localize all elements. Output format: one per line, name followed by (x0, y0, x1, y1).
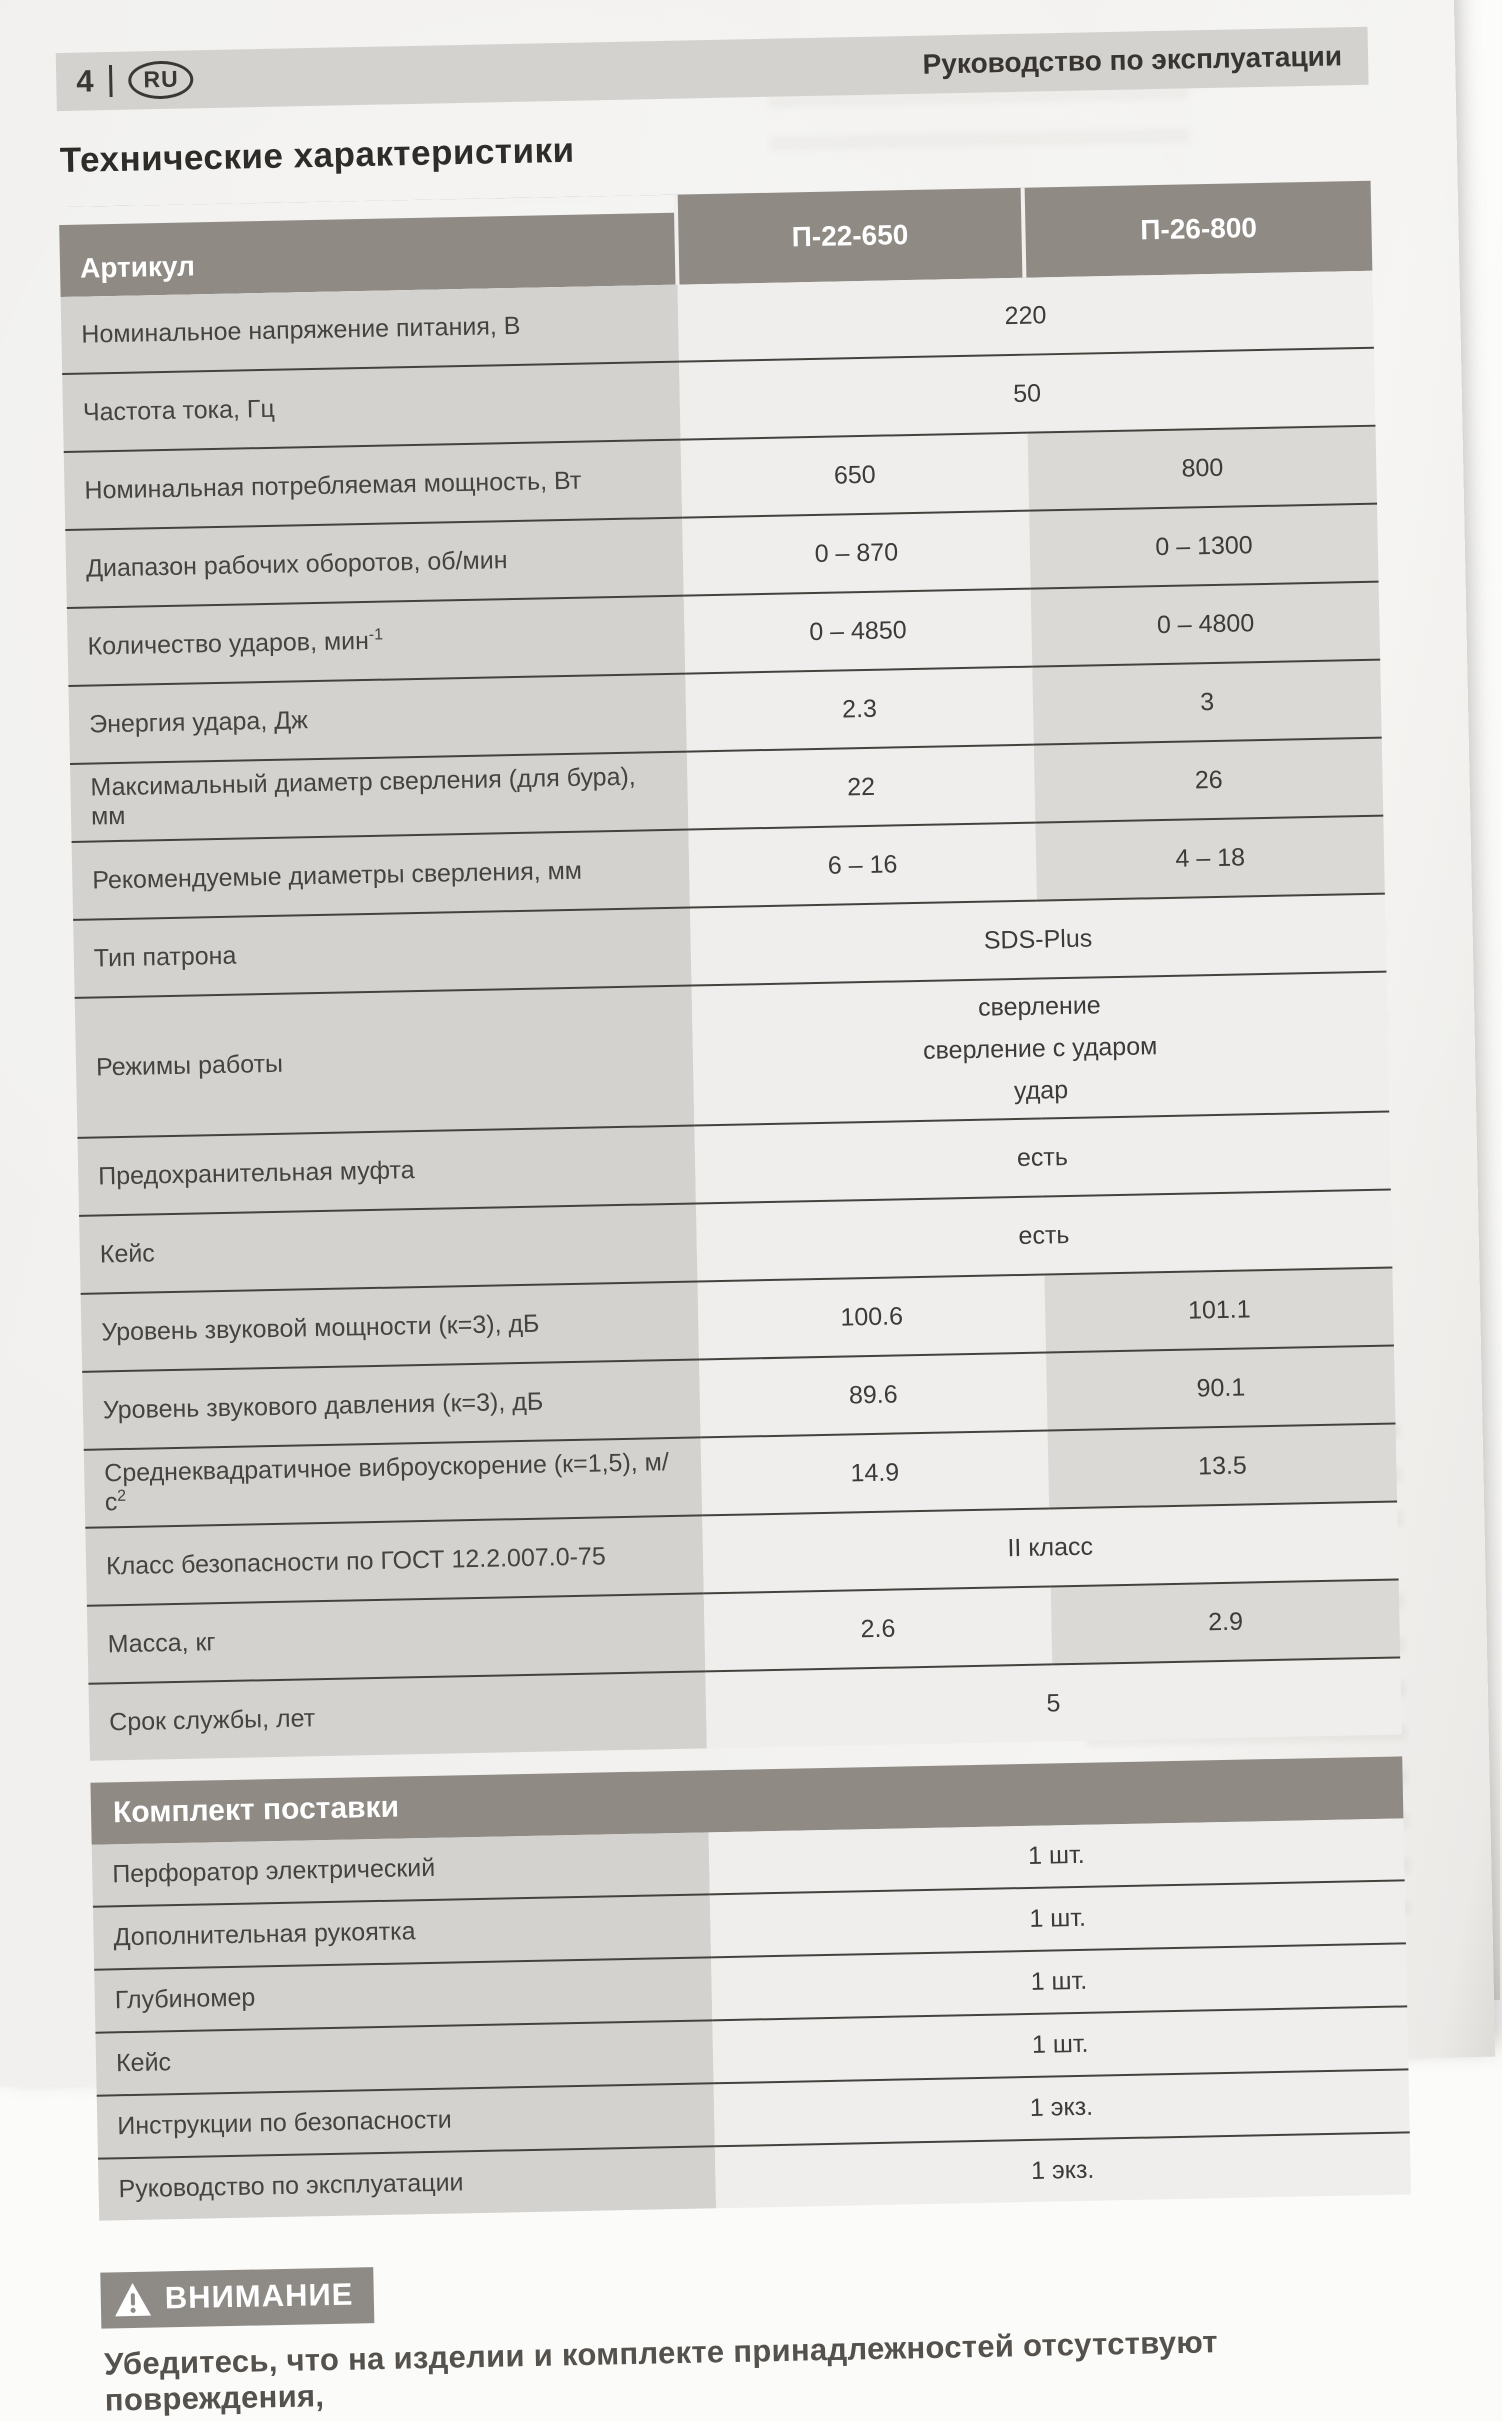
warning-text: Убедитесь, что на изделии и комплекте принадлежностей отсутствуют повреждения, (103, 2324, 1219, 2418)
spec-value-model-2: 26 (1034, 738, 1383, 823)
package-item-quantity: 1 шт. (712, 2006, 1408, 2083)
spec-value-model-2: 2.9 (1051, 1579, 1400, 1664)
warning-triangle-icon (114, 2282, 151, 2316)
page-number-group (76, 60, 194, 100)
specs-table (59, 181, 1402, 1761)
spec-value-both-models: 220 (677, 271, 1374, 362)
warning-badge-label: ВНИМАНИЕ (164, 2276, 354, 2316)
package-item-label: Кейс (95, 2020, 713, 2095)
package-item-quantity: 1 экз. (713, 2069, 1409, 2146)
package-item-quantity: 1 шт. (711, 1943, 1407, 2020)
spec-value-model-1: 14.9 (700, 1430, 1049, 1515)
spec-label: Предохранительная муфта (77, 1126, 695, 1216)
spec-value-both-models: 50 (679, 348, 1376, 440)
spec-value-model-2: 800 (1028, 426, 1377, 511)
package-table-body (92, 1818, 1411, 2220)
spec-value-model-2: 101.1 (1045, 1268, 1394, 1353)
specs-header-article: Артикул (59, 195, 677, 297)
package-item-label: Руководство по эксплуатации (98, 2146, 716, 2220)
specs-header-model-2: П-26-800 (1023, 181, 1372, 278)
spec-label: Количество ударов, мин$^{-1}$ (67, 596, 685, 686)
spec-value-both-models: есть (694, 1112, 1391, 1204)
spec-label: Уровень звукового давления (к=3), дБ (82, 1359, 700, 1449)
page-number: 4 (75, 63, 94, 99)
manual-title: Руководство по эксплуатации (922, 40, 1343, 80)
spec-value-model-1: 0 – 870 (682, 511, 1031, 596)
page-header-band (56, 27, 1369, 111)
spec-value-model-1: 22 (686, 745, 1035, 830)
spec-value-model-1: 2.6 (703, 1586, 1052, 1671)
spec-label: Режимы работы (75, 986, 694, 1138)
package-item-label: Инструкции по безопасности (97, 2083, 715, 2158)
spec-value-model-1: 6 – 16 (688, 823, 1037, 908)
spec-label: Номинальная потребляемая мощность, Вт (64, 440, 682, 530)
package-item-quantity: 1 шт. (708, 1818, 1404, 1894)
spec-label: Срок службы, лет (88, 1671, 706, 1760)
spec-value-both-models: II класс (702, 1501, 1399, 1593)
spec-label: Масса, кг (87, 1593, 705, 1683)
spec-label: Рекомендуемые диаметры сверления, мм (72, 830, 690, 920)
spec-row (75, 972, 1390, 1138)
spec-label: Частота тока, Гц (62, 362, 680, 452)
spec-label: Уровень звуковой мощности (к=3), дБ (81, 1281, 699, 1371)
package-item-label: Перфоратор электрический (92, 1832, 710, 1906)
spec-label: Энергия удара, Дж (68, 674, 686, 764)
spec-value-model-1: 0 – 4850 (683, 589, 1032, 674)
warning-badge (100, 2267, 374, 2328)
language-badge: RU (128, 60, 194, 99)
spec-value-model-2: 4 – 18 (1036, 816, 1385, 901)
specs-header-model-1: П-22-650 (675, 188, 1024, 285)
spec-label: Диапазон рабочих оборотов, об/мин (65, 518, 683, 608)
spec-label: Среднеквадратичное виброускорение (к=1,5), $м/с^2$ (84, 1437, 702, 1527)
spec-value-model-2: 13.5 (1048, 1423, 1397, 1508)
page-number-divider (109, 65, 113, 97)
package-item-label: Дополнительная рукоятка (93, 1894, 711, 1969)
package-header: Комплект поставки (90, 1756, 1403, 1844)
spec-value-model-1: 89.6 (699, 1352, 1048, 1437)
spec-value-model-2: 90.1 (1046, 1346, 1395, 1431)
spec-value-both-models: есть (696, 1190, 1393, 1282)
package-table (90, 1756, 1411, 2220)
spec-label: Максимальный диаметр сверления (для бура), мм (70, 752, 688, 842)
spec-label: Номинальное напряжение питания, В (61, 285, 679, 374)
specs-table-body (61, 271, 1402, 1761)
section-title: Технические характеристики (59, 130, 575, 181)
spec-value-model-1: 100.6 (697, 1274, 1046, 1359)
spec-value-model-2: 0 – 1300 (1029, 504, 1378, 589)
package-item-label: Глубиномер (94, 1957, 712, 2032)
package-item-quantity: 1 шт. (709, 1880, 1405, 1957)
spec-value-model-1: 650 (680, 433, 1029, 518)
spec-value-model-2: 3 (1033, 660, 1382, 745)
spec-value-both-models: сверление сверление с ударом удар (691, 972, 1389, 1126)
spec-value-both-models: 5 (705, 1657, 1402, 1748)
spec-label: Кейс (79, 1203, 697, 1293)
spec-value-model-2: 0 – 4800 (1031, 582, 1380, 667)
spec-value-model-1: 2.3 (685, 667, 1034, 752)
package-item-quantity: 1 экз. (714, 2132, 1410, 2208)
spec-label: Класс безопасности по ГОСТ 12.2.007.0-75 (85, 1515, 703, 1605)
spec-label: Тип патрона (73, 908, 691, 998)
spec-value-both-models: SDS-Plus (690, 894, 1387, 986)
